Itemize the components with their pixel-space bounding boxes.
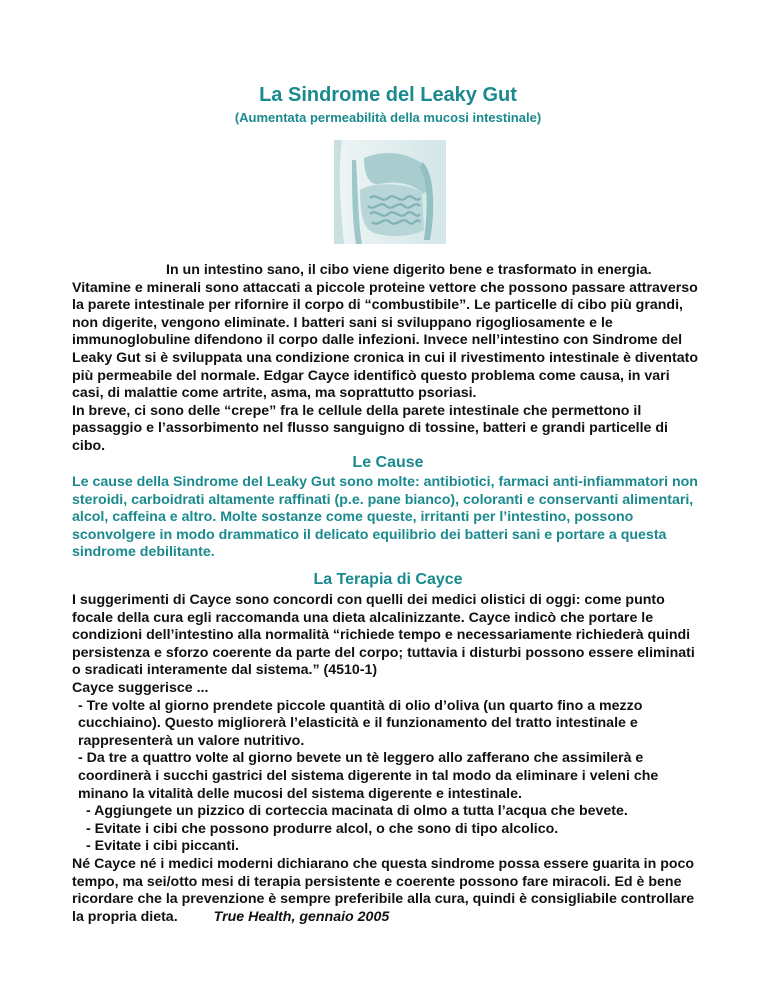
- therapy-paragraph: I suggerimenti di Cayce sono concordi con quelli dei medici olistici di oggi: come punto focale della cura egli raccomanda una dieta alcalinizzante. Cayce indicò che portare le condizioni dell’intestino alla normalità “richiede tempo e necessariamente richiederà quindi persistenza e sforzo coerente da parte del corpo; tuttavia i disturbi possono essere eliminati o sradicati interamente dal sistema.” (4510-1): [72, 592, 695, 679]
- therapy-section: [72, 592, 704, 926]
- list-item: - Tre volte al giorno prendete piccole quantità di olio d’oliva (un quarto fino a mezzo cucchiaino). Questo migliorerà l’elasticità e il funzionamento del tratto intestinale e rappresenterà un valore nutritivo.: [78, 697, 643, 749]
- intro-paragraph-2: In breve, ci sono delle “crepe” fra le cellule della parete intestinale che permettono il passaggio e l’assorbimento nel flusso sanguigno di tossine, batteri e grandi particelle di cibo.: [72, 402, 668, 454]
- causes-title: Le Cause: [352, 454, 424, 471]
- page-title: La Sindrome del Leaky Gut: [259, 84, 517, 106]
- page-subtitle: (Aumentata permeabilità della mucosi intestinale): [234, 110, 542, 125]
- therapy-suggests: Cayce suggerisce ...: [72, 679, 209, 696]
- list-item: - Evitate i cibi che possono produrre alcol, o che sono di tipo alcolico.: [86, 820, 559, 837]
- list-item: - Da tre a quattro volte al giorno bevete un tè leggero allo zafferano che assimilerà e coordinerà i succhi gastrici del sistema digerente in tal modo da eliminare i veleni che minano la vitalità delle mucosi del sistema digerente e intestinale.: [78, 750, 659, 802]
- list-item: - Aggiungete un pizzico di corteccia macinata di olmo a tutta l’acqua che bevete.: [86, 803, 628, 820]
- source-credit: True Health, gennaio 2005: [213, 908, 390, 925]
- therapy-list: [72, 698, 704, 856]
- causes-section: [72, 474, 704, 562]
- intro-paragraph: In un intestino sano, il cibo viene digerito bene e trasformato in energia. Vitamine e minerali sono attaccati a piccole proteine vettore che possono passare attraverso la parete intestinale per rifornire il corpo di “combustibile”. Le particelle di cibo più grandi, non digerite, vengono eliminate. I batteri sani si sviluppano rigogliosamente e le immunoglobuline difendono il corpo dalle infezioni. Invece nell’intestino con Sindrome del Leaky Gut si è sviluppata una condizione cronica in cui il rivestimento intestinale è diventato più permeabile del normale. Edgar Cayce identificò questo problema come causa, in vari casi, di malattie come artrite, asma, ma soprattutto psoriasi.: [72, 262, 698, 402]
- list-item: - Evitate i cibi piccanti.: [86, 838, 239, 855]
- therapy-title: La Terapia di Cayce: [313, 571, 463, 588]
- intro-section: [72, 262, 704, 456]
- causes-paragraph: Le cause della Sindrome del Leaky Gut sono molte: antibiotici, farmaci anti-infiammatori non steroidi, carboidrati altamente raffinati (p.e. pane bianco), coloranti e conservanti alimentari, alcol, caffeina e altro. Molte sostanze come queste, irritanti per l’intestino, possono sconvolgere in modo drammatico il delicato equilibrio dei batteri sani e portare a questa sindrome debilitante.: [72, 474, 698, 561]
- intestine-illustration-icon: [334, 140, 446, 244]
- therapy-closing: Né Cayce né i medici moderni dichiarano che questa sindrome possa essere guarita in poco tempo, ma sei/otto mesi di terapia persistente e coerente possono fare miracoli. Ed è bene ricordare che la prevenzione è sempre preferibile alla cura, quindi è consigliabile controllare la propria dieta. True Health, gennaio 2005: [72, 855, 695, 925]
